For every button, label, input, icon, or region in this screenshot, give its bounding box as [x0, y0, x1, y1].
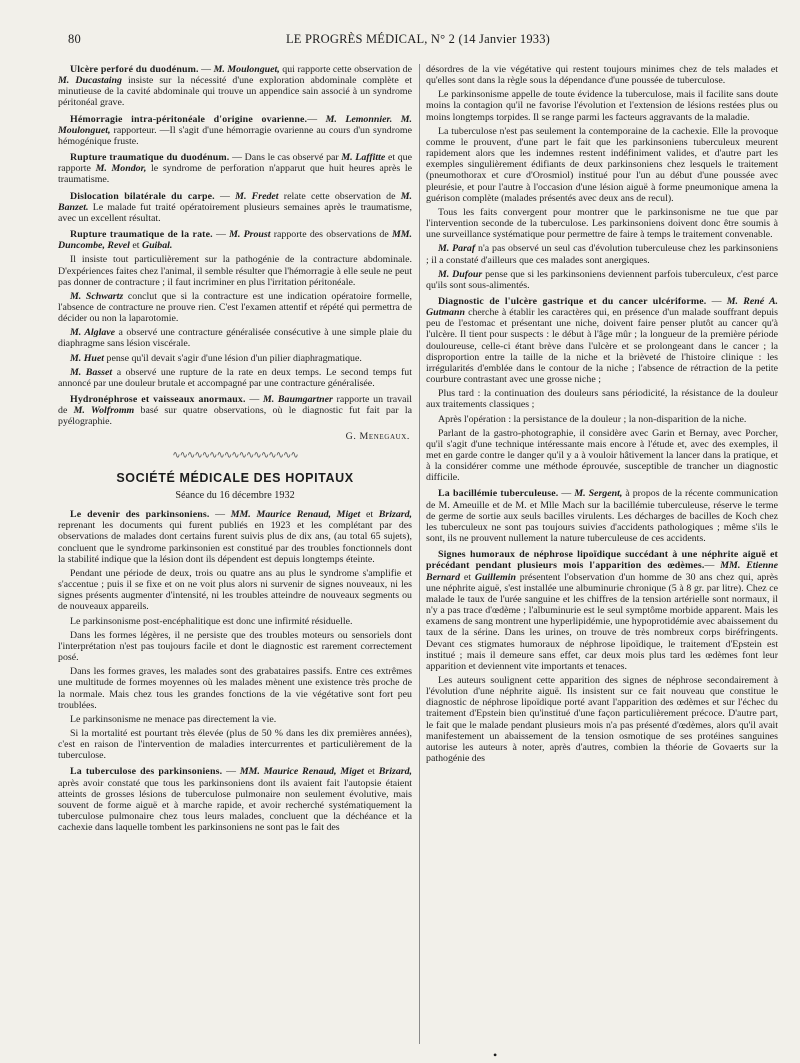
paragraph: Il insiste tout particulièrement sur la pathogénie de la contracture abdominale. D'expériences faites chez l'animal, il semble résulter que l'hémorragie à elle seule ne peut pas donner de contracture ; il faut incriminer en plus l'irritation péritonéale. [58, 254, 412, 288]
paragraph: Pendant une période de deux, trois ou quatre ans au plus le syndrome s'amplifie et s'accentue ; puis il se fixe et on ne voit plus alors ni survenir de signes nouveaux, ni les signes présents augmenter d'intensité, ni les troubles atteindre de nouveaux segments ou de nouveaux appareils. [58, 567, 412, 613]
paragraph: Le parkinsonisme ne menace pas directement la vie. [70, 713, 277, 725]
paragraph: Dans les formes légères, il ne persiste que des troubles moteurs ou sensoriels dont l'interprétation n'est pas toujours facile et dont le diagnostic est rarement correctement posé. [58, 629, 412, 664]
article-dislocation-carpe: Dislocation bilatérale du carpe. — M. Fredet relate cette observation de M. Banzet. Le malade fut traité opératoirement plusieurs semaines après le traumatisme, avec un excellent résultat. [58, 190, 412, 224]
paragraph: M. Dufour pense que si les parkinsoniens deviennent parfois tuberculeux, c'est parce qu'ils sont sous-alimentés. [426, 268, 778, 291]
paragraph: Les auteurs soulignent cette apparition des signes de néphrose secondairement à l'évolution d'une néphrite aiguë. Ils insistent sur ce fait nouveau que constitue le diagnostic de néphrose lipoïdique porté avant l'apparition des œdèmes et sur l'échec du traitement d'Epstein bien qu'institué d'une façon particulièrement précoce. D'autre part, le fait que le malade pendant plusieurs mois n'a pas présenté d'œdèmes, alors qu'il avait manifestement un abaissement de la tension osmotique de ses protéines sanguines autorise les auteurs à noter, après d'autres, combien la théorie de Govaerts sur la pathogénie des [426, 674, 778, 765]
paragraph: M. Paraf n'a pas observé un seul cas d'évolution tuberculeuse chez les parkinsoniens ; il a constaté d'ailleurs que ces malades sont anergiques. [426, 243, 778, 266]
wavy-separator: ∿∿∿∿∿∿∿∿∿∿∿∿∿∿∿∿∿ [172, 449, 298, 461]
paragraph: Tous les faits convergent pour montrer que le parkinsonisme ne tue que par l'intervention seconde de la tuberculose. Les parkinsoniens doivent donc être soumis à une surveillance systématique pour permettre de faire à temps le traitement convenable. [426, 206, 778, 241]
article-nephrose-lipoidique: Signes humoraux de néphrose lipoïdique succédant à une néphrite aiguë et précédant pendant plusieurs mois l'apparition des œdèmes.— MM. Etienne Bernard et Guillemin présentent l'observation d'un homme de 30 ans chez qui, après une néphrite aiguë, s'est installée une albuminurie chronique (5 à 8 gr. par litre). Chez ce malade le taux de l'urée sanguine et les chiffres de la tension artérielle sont normaux, il n'y a pas trace d'œdème ; l'albuminurie est le seul symptôme morbide apparent. Mais les examens de sang montrent une hyperlipidémie, une hypoprotidémie avec abaissement du taux de la sérine. Dans les urines, on trouve de très nombreux corps biréfringents. Devant ces stigmates humoraux de néphrose lipoïdique, le traitement d'Epstein est institué ; mais il demeure sans effet, car deux mois plus tard les œdèmes font leur apparition et deviennent vite importants et tenaces. [426, 549, 778, 672]
paragraph: Le parkinsonisme post-encéphalitique est donc une infirmité résiduelle. [70, 615, 353, 627]
article-hemorragie: Hémorragie intra-péritonéale d'origine ovarienne.— M. Lemonnier. M. Moulonguet, rapporteur. —Il s'agit d'une hémorragie ovarienne au cours d'un syndrome hémogénique fruste. [58, 113, 412, 147]
left-column [58, 64, 412, 1049]
right-column [426, 64, 778, 1049]
section-heading: SOCIÉTÉ MÉDICALE DES HOPITAUX [116, 470, 354, 485]
article-rupture-rate: Rupture traumatique de la rate. — M. Proust rapporte des observations de MM. Duncombe, Revel et Guibal. [58, 229, 412, 252]
article-rupture-duodenum: Rupture traumatique du duodénum. — Dans le cas observé par M. Laffitte et que rapporte M. Mondor, le syndrome de perforation n'apparut que huit heures après le traumatisme. [58, 152, 412, 186]
paragraph: Le parkinsonisme appelle de toute évidence la tuberculose, mais il facilite sans doute moins la contagion qu'il ne favorise l'évolution et l'extension de lésions restées plus ou moins longtemps torpides. Il se range parmi les facteurs aggravants de la maladie. [426, 89, 778, 123]
paragraph: M. Alglave a observé une contracture généralisée consécutive à une simple plaie du diaphragme sans lésion viscérale. [58, 327, 412, 350]
paragraph: Après l'opération : la persistance de la douleur ; la non-disparition de la niche. [438, 413, 747, 425]
running-title: LE PROGRÈS MÉDICAL, N° 2 (14 Janvier 1933) [285, 32, 551, 46]
paragraph: désordres de la vie végétative qui restent toujours minimes chez de tels malades et qu'elles sont dans la règle sous la dépendance d'une poussée de tuberculose. [426, 64, 778, 87]
article-bacillemie: La bacillémie tuberculeuse. — M. Sergent, à propos de la récente communication de M. Ameuille et de M. et Mlle Mach sur la bacillémie tuberculeuse, réserve le terme de germe de sortie aux seuls bacilles virulents. Les décharges de bacilles de Koch chez les tuberculeux ne sont pas toujours suivies d'accidents pathologiques ; même s'ils le sont, ils ne prouvent nullement la nature tuberculeuse de ces accidents. [426, 488, 778, 545]
article-diagnostic-ulcere: Diagnostic de l'ulcère gastrique et du cancer ulcériforme. — M. René A. Gutmann cherche à établir les caractères qui, en présence d'un malade souffrant depuis peu de l'estomac et présentant une niche, doivent faire penser plutôt au cancer qu'à l'ulcère. Il tient pour suspects : le début à l'âge mûr ; la longueur de la première période douloureuse, celle-ci étant brève dans l'ulcère et se prolongeant dans le cancer ; la disproportion entre la taille de la niche et la brièveté de l'histoire clinique : les irrégularités d'emblée dans le contour de la niche ; l'absence de rétraction de la petite courbure contrastant avec une grosse niche ; [426, 295, 778, 386]
paragraph: Plus tard : la continuation des douleurs sans périodicité, la résistance de la douleur aux traitements classiques ; [426, 388, 778, 411]
article-hydronephrose: Hydronéphrose et vaisseaux anormaux. — M. Baumgartner rapporte un travail de M. Wolfromm basé sur quatre observations, où le diagnostic fut fait par la pyélographie. [58, 394, 412, 428]
session-date: Séance du 16 décembre 1932 [175, 490, 295, 501]
paragraph: La tuberculose n'est pas seulement la contemporaine de la cachexie. Elle la provoque comme le prouvent, d'une part le fait que les parkinsoniens tuberculeux meurent rapidement alors que les indemnes restent indéfiniment valides, et d'autre part les exemples singulièrement édifiants de deux parkinsoniens chez lesquels le traitement (pneumothorax et cure d'Orosmiol) institué pour l'un au début d'une poussée avec pleurésie, et pour l'autre à l'occasion d'une lésion aiguë à forme pneumonique amena la guérison complète (malades présentés avec deux ans de recul). [426, 125, 778, 204]
column-divider [419, 64, 420, 1044]
paragraph: Parlant de la gastro-photographie, il considère avec Garin et Bernay, avec Porcher, qu'il s'agit d'une technique intéressante mais encore à l'étude et, avec des exemples, il met en garde contre le danger qu'il y a à vouloir hâtivement la lancer dans la pratique, et à la considérer comme une méthode éprouvée, susceptible de trancher un diagnostic difficile. [426, 427, 778, 484]
paragraph: M. Huet pense qu'il devait s'agir d'une lésion d'un pilier diaphragmatique. [70, 352, 362, 364]
paragraph: M. Schwartz conclut que si la contracture est une indication opératoire formelle, l'absence de contracture ne prouve rien. C'est l'examen attentif et répété qui permettra de décider ou non la laparotomie. [58, 290, 412, 325]
article-ulcere-perfore: Ulcère perforé du duodénum. — M. Moulonguet, qui rapporte cette observation de M. Ducastaing insiste sur la nécessité d'une exploration abdominale complète et minutieuse de la cavité abdominale qui trouve un appendice sain associé à un syndrome péritonéal grave. [58, 64, 412, 109]
author-signature: G. Menegaux. [345, 430, 410, 442]
paragraph: Si la mortalité est pourtant très élevée (plus de 50 % dans les dix premières années), c'est en raison de l'intervention de maladies intercurrentes et particulièrement de la tuberculose. [58, 727, 412, 762]
paragraph: M. Basset a observé une rupture de la rate en deux temps. Le second temps fut annoncé par une douleur brutale et accompagné par une contracture généralisée. [58, 366, 412, 389]
article-tuberculose-parkinsoniens: La tuberculose des parkinsoniens. — MM. Maurice Renaud, Miget et Brizard, après avoir constaté que tous les parkinsoniens dont ils avaient fait l'autopsie étaient atteints de grosses lésions de tuberculose pulmonaire non seulement évolutive, mais souvent de forme aiguë et à marche rapide, et avoir recherché systématiquement la tuberculose pulmonaire chez tous leurs malades, concluent que la déchéance et la cachexie dans laquelle tombent les parkinsoniens ne sont pas le fait des [58, 766, 412, 834]
paragraph: Dans les formes graves, les malades sont des grabataires passifs. Entre ces extrêmes une multitude de formes moyennes où les malades mènent une existence très proche de la normale. Mais chez tous les grandes fonctions de la vie végétative sont fort peu troublées. [58, 666, 412, 711]
footer-dot: • [493, 1048, 498, 1062]
article-devenir-parkinsoniens: Le devenir des parkinsoniens. — MM. Maurice Renaud, Miget et Brizard, reprenant les documents qui furent publiés en 1923 et les complétant par des observations de malades dont certains furent suivis plus de dix ans, (au total 65 sujets), concluent que le syndrome parkinsonien est constitué par des troubles fonctionnels dont la stabilité indique que la lésion dont ils dépendent est depuis longtemps éteinte. [58, 509, 412, 565]
page-number: 80 [68, 32, 81, 46]
